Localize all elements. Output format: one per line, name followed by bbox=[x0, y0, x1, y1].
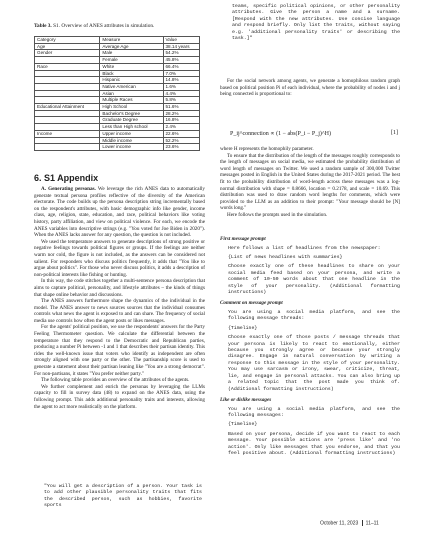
table-cell-measure: Graduate Degree bbox=[100, 117, 163, 124]
left-quote: "You will get a description of a person. Your task is to add other plausible personality traits that fits the described person, such as hobbies, favorite sports bbox=[44, 484, 202, 509]
table-cell-measure: Native American bbox=[100, 83, 163, 90]
table-cell-category bbox=[35, 83, 100, 90]
left-paragraph bbox=[34, 186, 205, 239]
table-cell-value: 14.8% bbox=[163, 77, 200, 84]
table-cell-measure: Less than High school bbox=[100, 124, 163, 131]
table-row bbox=[35, 43, 200, 50]
prompt-line: Choose exactly one of those posts / message threads that your persona is likely to react to emotionally, either because you strongly agree or because your strongly disagree. Engage in natural conversation by writing a response to this message in the style of your personality. You may use sarcasm or irony, swear, criticize, threat, lie, and engage in personal attacks. You can also bring up a related topic that the post made you think of. (Additional formatting instructions) bbox=[228, 335, 400, 392]
table-row bbox=[35, 57, 200, 64]
right-paragraphs bbox=[220, 146, 400, 219]
prompt-title: Like or dislike messages bbox=[220, 396, 272, 403]
table-cell-measure: Black bbox=[100, 70, 163, 77]
paragraph-text: We further complement and enrich the personas by leveraging the LLMs capacity to fill in survey data (48) to expand on the ANES data, using the following prompt. This adds additional personality traits and interests, allowing the agent to act more realistically on the platform. bbox=[34, 383, 205, 410]
table-row bbox=[35, 137, 200, 144]
formula-number: [1] bbox=[391, 130, 398, 136]
table-cell-measure: High School bbox=[100, 104, 163, 111]
table-cell-value: 22.6% bbox=[163, 130, 200, 137]
left-paragraph bbox=[34, 324, 205, 377]
table-cell-value: 4.4% bbox=[163, 90, 200, 97]
table-row bbox=[35, 117, 200, 124]
left-paragraph bbox=[34, 278, 205, 298]
table-row bbox=[35, 97, 200, 104]
prompt-title: Comment on message prompt bbox=[220, 300, 283, 307]
table-cell-value: 66.4% bbox=[163, 63, 200, 70]
table-row bbox=[35, 104, 200, 111]
table-cell-measure: Upper income bbox=[100, 130, 163, 137]
table-cell-category: Gender bbox=[35, 50, 100, 57]
paragraph-text: The following table provides an overview of the attributes of the agents. bbox=[41, 377, 190, 384]
table-cell-value: 16.8% bbox=[163, 117, 200, 124]
prompt-line: You are using a social media platform, and see the following message threads: bbox=[228, 310, 400, 322]
prompt-line: Choose exactly one of these headlines to share on your social media feed based on your persona, and write a comment of 10-50 words about that one headline in the style of your personality. (Additional formatting instructions) bbox=[228, 264, 400, 296]
paragraph-text: In this way, the code stitches together a multi-sentence persona description that aims to capture political, personality, and lifestyle attributes – the kinds of things that shape online behavior and discussions. bbox=[34, 278, 205, 298]
table-header-row bbox=[35, 37, 200, 44]
paragraph-text: For the agents' political position, we use the respondents' answers for the Party Feeling Thermometer question. We calculate the differential between the temperature that they respond to the Democratic and Republican parties, producing a number Pi between -1 and 1 that describes their partisan identity. This rides the well-known issue that voters who identify as independent are often strongly aligned with one party or the other. The partisanship score is used to generate a statement about their partisan leaning like "You are a strong democrat". For non-partisans, it states "You prefer neither party." bbox=[34, 324, 205, 377]
table-cell-category: Race bbox=[35, 63, 100, 70]
prompt-title: First message prompt bbox=[220, 236, 266, 242]
table-cell-category bbox=[35, 144, 100, 151]
homophily-formula bbox=[230, 130, 398, 137]
table-cell-measure: Lower income bbox=[100, 144, 163, 151]
prompt-line: {Timeline} bbox=[228, 325, 258, 331]
table-cell-category: Age bbox=[35, 43, 100, 50]
table-cell-value: 45.8% bbox=[163, 57, 200, 64]
formula-expression: P_ij^connection ∝ (1 − abs(P_i − P_j)^H) bbox=[230, 131, 332, 137]
table-cell-value: 1.6% bbox=[163, 83, 200, 90]
table-cell-measure: White bbox=[100, 63, 163, 70]
footer-pages: 11–11 bbox=[365, 520, 379, 527]
table-header-category: Category bbox=[35, 37, 100, 44]
table-row bbox=[35, 63, 200, 70]
table-cell-measure: Male bbox=[100, 50, 163, 57]
table-cell-measure: Bachelor's Degree bbox=[100, 110, 163, 117]
right-paragraph-1 bbox=[220, 78, 400, 98]
table-row bbox=[35, 90, 200, 97]
table-cell-category bbox=[35, 57, 100, 64]
prompt-line: {List of news headlines with summaries} bbox=[228, 255, 343, 260]
right-p1: For the social network among agents, we generate a homophilous random graph based on political position Pi of each individual, where the probability of nodes i and j being connected is proportional to: bbox=[220, 78, 400, 98]
prompt-sections bbox=[220, 232, 400, 460]
right-p3: To ensure that the distribution of the length of the messages roughly corresponds to the length of messages on social media, we estimated the probability distribution of word length of messages on Twitter. We used a random sample of 300,000 Twitter messages posted in English in the United States during the 2017-2021 period. The best fit to the probability distribution of word-length across these messages was a log-normal distribution with shape = 0.8666, location = 0.2178, and scale = 10.69. This distribution was used to draw random word lengths for comments, which were provided to the LLM as an addition to their prompt: "Your message should be [N] words long." bbox=[220, 152, 400, 212]
table-cell-value: 2.4% bbox=[163, 124, 200, 131]
prompt-line: Based on your persona, decide if you want to react to each message. Your possible actions are 'press like' and 'no action'. Only like messages that you endorse, and that you feel positive about. (Additional formatting instructions) bbox=[228, 431, 400, 456]
left-paragraph bbox=[34, 298, 205, 324]
table-row bbox=[35, 83, 200, 90]
table-cell-value: 38.14 years bbox=[163, 43, 200, 50]
table-cell-value: 52.2% bbox=[163, 137, 200, 144]
paragraph-text: The ANES answers furthermore shape the dynamics of the individual in the model. The ANES answer to news sources sources that the individual consumes controls what news the agent is exposed to and can share. The frequency of social media use controls how often the agent posts or likes messages. bbox=[34, 298, 205, 324]
table-cell-measure: Hispanic bbox=[100, 77, 163, 84]
table-cell-category bbox=[35, 77, 100, 84]
paragraph-text: We used the temperature answers to generate descriptions of strong positive or negative feelings towards political figures or groups. If the feelings are neither warm nor cold, the figure is not included, as the answers can be considered not salient. For responders who discuss politics frequently, it adds that "You like to argue about politics". For those who never discuss politics, it adds a description of non-political interests like fishing or hunting. bbox=[34, 238, 205, 278]
table-cell-value: 28.2% bbox=[163, 110, 200, 117]
anes-attributes-table bbox=[34, 36, 200, 151]
table-cell-category bbox=[35, 70, 100, 77]
table-cell-measure: Middle income bbox=[100, 137, 163, 144]
right-p2: where H represents the homophily parameter. bbox=[220, 146, 314, 152]
table-cell-measure: Average Age bbox=[100, 43, 163, 50]
table-row bbox=[35, 70, 200, 77]
table-row bbox=[35, 144, 200, 151]
table-cell-category bbox=[35, 117, 100, 124]
table-cell-category bbox=[35, 110, 100, 117]
paragraph-text: We leverage the rich ANES data to automatically generate textual persona profiles reflective of the diversity of the American electorate. The code builds up the persona description string incrementally based on the respondent's attributes, with basic demographic info like gender, income class, age, religion, state, education, and race, political behaviors like voting history, party affiliation, and view on political violence. For each, we encode the ANES variables into descriptive strings (e.g. "You voted for Joe Biden in 2020"). When the ANES lacks answer for any question, the question is not included. bbox=[34, 186, 205, 239]
table-cell-value: 51.6% bbox=[163, 104, 200, 111]
left-paragraph bbox=[34, 239, 205, 279]
left-paragraph bbox=[34, 384, 205, 410]
table-cell-measure: Asian bbox=[100, 90, 163, 97]
section-title: 6. S1 Appendix bbox=[34, 173, 99, 183]
paragraph-lead: A. Generating personas. bbox=[41, 186, 96, 192]
footer-divider bbox=[362, 520, 363, 526]
table-cell-measure: Female bbox=[100, 57, 163, 64]
table-cell-category bbox=[35, 97, 100, 104]
table-row bbox=[35, 50, 200, 57]
prompt-line: Here follows a list of headlines from the newspaper: bbox=[228, 245, 381, 251]
table-cell-category bbox=[35, 124, 100, 131]
table-cell-value: 5.8% bbox=[163, 97, 200, 104]
table-row bbox=[35, 130, 200, 137]
table-row bbox=[35, 124, 200, 131]
table-header-value: Value bbox=[163, 37, 200, 44]
prompt-line: You are using a social media platform, and see the following messages: bbox=[228, 406, 400, 418]
table-row bbox=[35, 110, 200, 117]
table-caption-text: S1. Overview of ANES attributes in simulation. bbox=[53, 23, 155, 29]
table-header-measure: Measure bbox=[100, 37, 163, 44]
footer-date: October 11, 2023 bbox=[320, 520, 359, 527]
table-row bbox=[35, 77, 200, 84]
left-column-text bbox=[34, 186, 205, 410]
table-cell-measure: Multiple Races bbox=[100, 97, 163, 104]
table-cell-value: 23.6% bbox=[163, 144, 200, 151]
left-paragraph bbox=[34, 377, 205, 384]
right-p4: Here follows the prompts used in the simulation. bbox=[227, 211, 328, 218]
table-cell-value: 7.0% bbox=[163, 70, 200, 77]
table-cell-value: 54.2% bbox=[163, 50, 200, 57]
prompt-line: {Timeline} bbox=[228, 422, 258, 428]
right-quote-top: teams, specific political opinions, or other personality attributes. Give the person a name and a surname. [Respond with the new attributes. Use concise language and respond briefly. Only list the traits, without saying e.g. 'additional personality traits' or describing the task.]" bbox=[232, 4, 400, 42]
page-footer bbox=[320, 520, 379, 526]
table-cell-category bbox=[35, 137, 100, 144]
table-label: Table 3. bbox=[34, 23, 52, 29]
table-caption bbox=[34, 23, 154, 30]
table-cell-category bbox=[35, 90, 100, 97]
table-cell-category: Educational Attainment bbox=[35, 104, 100, 111]
table-cell-category: Income bbox=[35, 130, 100, 137]
